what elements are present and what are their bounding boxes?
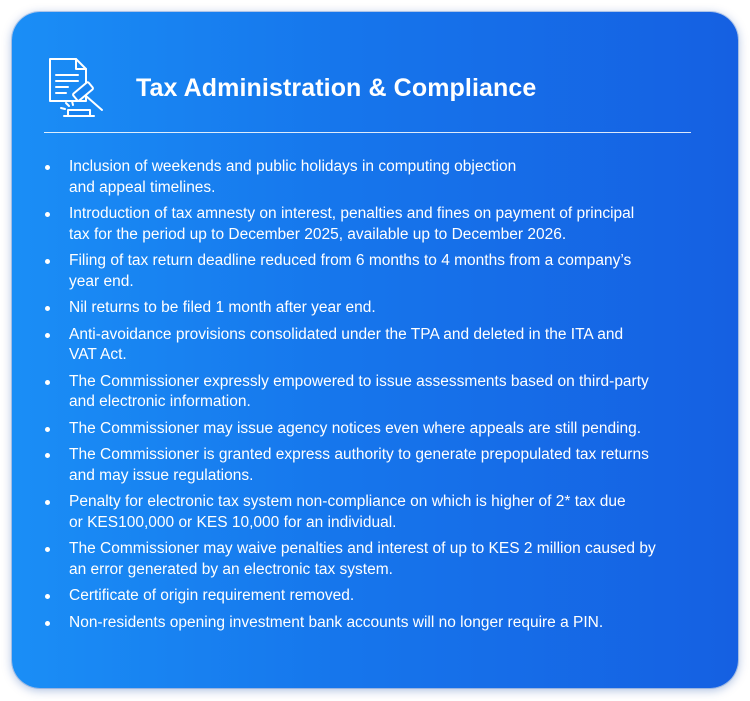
bullet-icon: [45, 306, 50, 311]
list-item-text: or KES100,000 or KES 10,000 for an individual.: [69, 513, 397, 531]
list-item: [44, 251, 714, 292]
bullet-icon: [45, 547, 50, 552]
list-item: [44, 586, 714, 607]
tax-administration-card: [12, 12, 738, 688]
list-item-text: The Commissioner expressly empowered to issue assessments based on third-party: [69, 372, 649, 390]
list-item-text: tax for the period up to December 2025, available up to December 2026.: [69, 225, 567, 243]
bullet-icon: [45, 621, 50, 626]
list-item-text: Non-residents opening investment bank accounts will no longer require a PIN.: [69, 613, 604, 631]
bullet-icon: [45, 165, 50, 170]
header-divider: [44, 132, 691, 133]
list-item-text: VAT Act.: [69, 346, 127, 363]
bullet-icon: [45, 594, 50, 599]
list-item-text: Introduction of tax amnesty on interest, penalties and fines on payment of principal: [69, 205, 635, 222]
card-title: Tax Administration & Compliance: [136, 73, 537, 102]
list-item: [44, 613, 714, 634]
bullet-icon: [45, 500, 50, 505]
list-item-text: year end.: [69, 272, 134, 290]
list-item: [44, 157, 714, 198]
list-item: [44, 204, 714, 245]
bullet-icon: [45, 333, 50, 338]
card-header: [44, 48, 536, 128]
provision-list: [44, 157, 714, 639]
list-item-text: Certificate of origin requirement removed.: [69, 587, 355, 604]
list-item-text: Penalty for electronic tax system non-compliance on which is higher of 2* tax due: [69, 493, 626, 510]
list-item-text: Inclusion of weekends and public holidays in computing objection: [69, 158, 517, 175]
list-item-text: and may issue regulations.: [69, 466, 254, 484]
bullet-icon: [45, 380, 50, 385]
list-item-text: Filing of tax return deadline reduced from 6 months to 4 months from a company’s: [69, 252, 632, 269]
bullet-icon: [45, 453, 50, 458]
list-item: [44, 298, 714, 319]
list-item: [44, 325, 714, 366]
list-item: [44, 445, 714, 486]
list-item-text: Nil returns to be filed 1 month after year end.: [69, 299, 376, 316]
bullet-icon: [45, 427, 50, 432]
list-item-text: an error generated by an electronic tax system.: [69, 560, 393, 578]
list-item-text: Anti-avoidance provisions consolidated under the TPA and deleted in the ITA and: [69, 325, 624, 343]
bullet-icon: [45, 212, 50, 217]
list-item-text: The Commissioner may waive penalties and interest of up to KES 2 million caused by: [69, 540, 656, 557]
document-gavel-icon: [44, 55, 110, 121]
list-item-text: and appeal timelines.: [69, 178, 216, 196]
list-item-text: and electronic information.: [69, 393, 251, 410]
list-item-text: The Commissioner is granted express authority to generate prepopulated tax returns: [69, 446, 649, 463]
list-item: [44, 419, 714, 440]
list-item-text: The Commissioner may issue agency notices even where appeals are still pending.: [69, 419, 642, 437]
bullet-icon: [45, 259, 50, 264]
list-item: [44, 372, 714, 413]
list-item: [44, 539, 714, 580]
list-item: [44, 492, 714, 533]
